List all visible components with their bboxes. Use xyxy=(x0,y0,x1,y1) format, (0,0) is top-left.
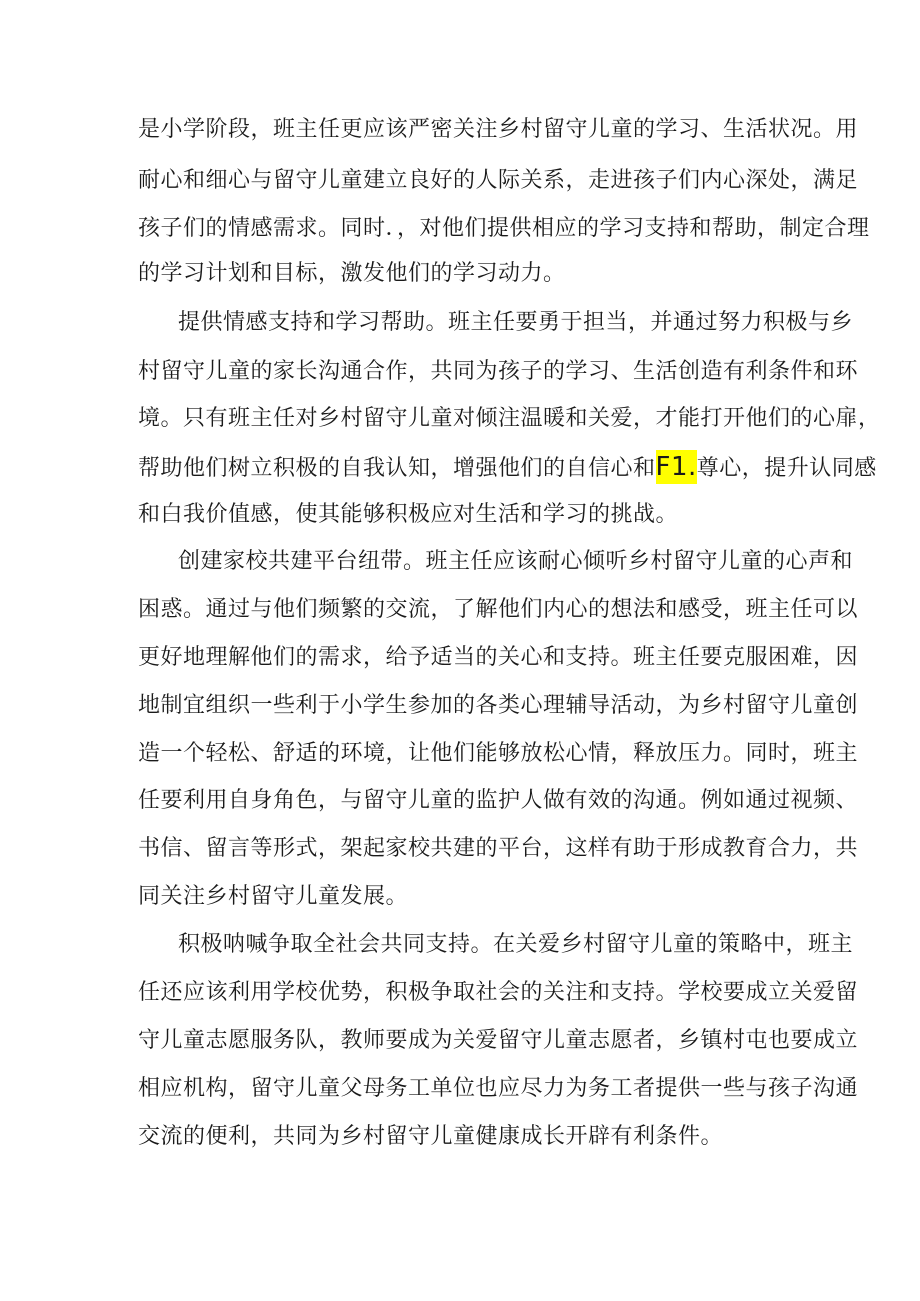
paragraph-line: 耐心和细心与留守儿童建立良好的人际关系，走进孩子们内心深处，满足 xyxy=(138,168,859,193)
paragraph-line: 相应机构，留守儿童父母务工单位也应尽力为务工者提供一些与孩子沟通 xyxy=(138,1076,859,1101)
line-text-before-mark: 帮助他们树立积极的自我认知，增强他们的自信心和 xyxy=(138,456,656,481)
paragraph-line: 是小学阶段，班主任更应该严密关注乡村留守儿童的学习、生活状况。用 xyxy=(138,117,859,142)
paragraph-line: 创建家校共建平台纽带。班主任应该耐心倾听乡村留守儿童的心声和 xyxy=(178,549,854,574)
paragraph-line: 任要利用自身角色，与留守儿童的监护人做有效的沟通。例如通过视频、 xyxy=(138,788,859,813)
highlighted-mark: F1. xyxy=(655,452,697,482)
paragraph-line: 提供情感支持和学习帮助。班主任要勇于担当，并通过努力积极与乡 xyxy=(178,310,854,335)
line-text-after-mark: 尊心，提升认同感 xyxy=(696,456,877,481)
paragraph-line: 书信、留言等形式，架起家校共建的平台，这样有助于形成教育合力，共 xyxy=(138,836,859,861)
paragraph-line-with-highlight xyxy=(138,452,877,484)
paragraph-line: 的学习计划和目标，激发他们的学习动力。 xyxy=(138,261,566,286)
paragraph-line: 任还应该利用学校优势，积极争取社会的关注和支持。学校要成立关爱留 xyxy=(138,980,859,1005)
paragraph-line: 村留守儿童的家长沟通合作，共同为孩子的学习、生活创造有利条件和环 xyxy=(138,359,859,384)
paragraph-line: 积极呐喊争取全社会共同支持。在关爱乡村留守儿童的策略中，班主 xyxy=(178,932,854,957)
paragraph-line: 和白我价值感，使其能够积极应对生活和学习的挑战。 xyxy=(138,502,679,527)
paragraph-line: 困惑。通过与他们频繁的交流，了解他们内心的想法和感受，班主任可以 xyxy=(138,597,859,622)
paragraph-line: 境。只有班主任对乡村留守儿童对倾注温暖和关爱，才能打开他们的心扉， xyxy=(138,406,881,431)
paragraph-line: 守儿童志愿服务队，教师要成为关爱留守儿童志愿者，乡镇村屯也要成立 xyxy=(138,1028,859,1053)
paragraph-line: 造一个轻松、舒适的环境，让他们能够放松心情，释放压力。同时，班主 xyxy=(138,741,859,766)
paragraph-line: 同关注乡村留守儿童发展。 xyxy=(138,884,409,909)
paragraph-line: 地制宜组织一些利于小学生参加的各类心理辅导活动，为乡村留守儿童创 xyxy=(138,693,859,718)
paragraph-line: 交流的便利，共同为乡村留守儿童健康成长开辟有利条件。 xyxy=(138,1124,724,1149)
paragraph-line: 孩子们的情感需求。同时．，对他们提供相应的学习支持和帮助，制定合理 xyxy=(138,216,870,241)
paragraph-line: 更好地理解他们的需求，给予适当的关心和支持。班主任要克服困难，因 xyxy=(138,645,859,670)
